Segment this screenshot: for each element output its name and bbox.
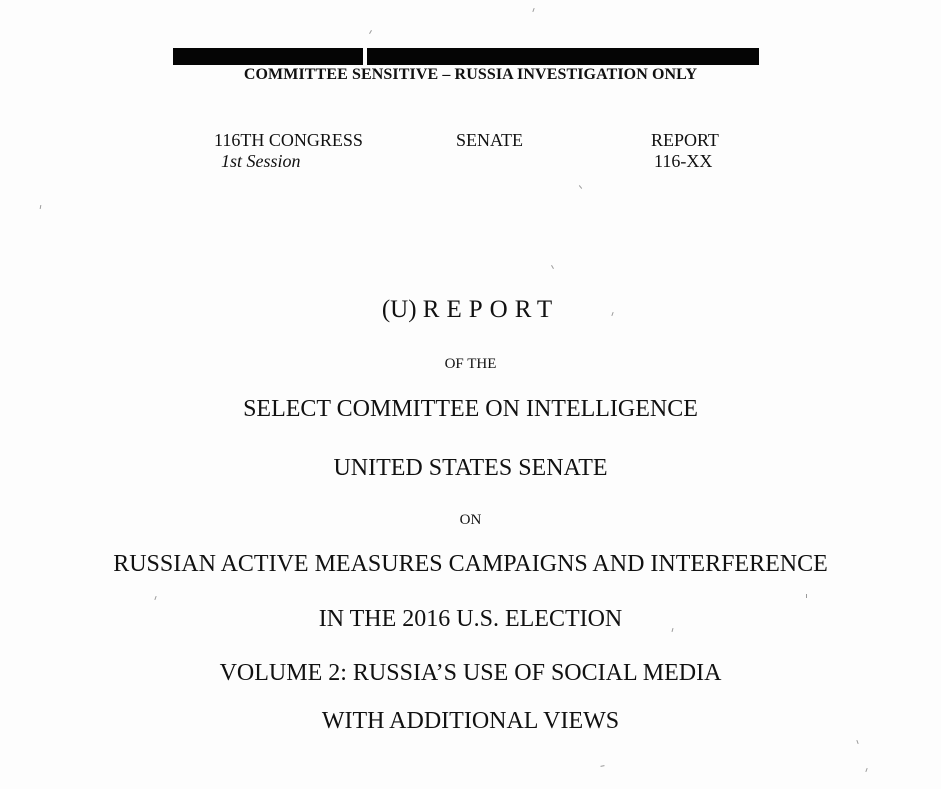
report-number-block bbox=[651, 130, 719, 172]
of-the-line: OF THE bbox=[444, 356, 497, 372]
committee-name: SELECT COMMITTEE ON INTELLIGENCE bbox=[243, 396, 698, 422]
scan-speck bbox=[532, 8, 534, 12]
additional-views-line: WITH ADDITIONAL VIEWS bbox=[321, 708, 620, 734]
scan-speck bbox=[600, 765, 604, 767]
session-label: 1st Session bbox=[221, 151, 301, 171]
senate-name: UNITED STATES SENATE bbox=[333, 455, 608, 481]
scan-speck bbox=[369, 30, 372, 34]
classification-marking: (U) bbox=[381, 296, 417, 323]
scan-speck bbox=[551, 265, 554, 269]
scan-speck bbox=[856, 740, 858, 744]
scan-speck bbox=[154, 596, 156, 600]
classification-banner: COMMITTEE SENSITIVE – RUSSIA INVESTIGATION ONLY bbox=[243, 66, 698, 83]
chamber-label: SENATE bbox=[456, 130, 523, 150]
report-title bbox=[0, 296, 941, 324]
redaction-bar-left bbox=[173, 48, 363, 65]
congress-block bbox=[214, 130, 363, 172]
scan-speck bbox=[806, 594, 807, 598]
topic-line-1: RUSSIAN ACTIVE MEASURES CAMPAIGNS AND INTERFERENCE bbox=[113, 551, 828, 577]
scan-speck bbox=[865, 768, 867, 772]
report-number: 116-XX bbox=[654, 151, 713, 171]
report-label: REPORT bbox=[651, 130, 719, 150]
on-line: ON bbox=[459, 512, 482, 528]
volume-title: VOLUME 2: RUSSIA’S USE OF SOCIAL MEDIA bbox=[219, 660, 722, 686]
redaction-bar-right bbox=[367, 48, 759, 65]
topic-line-2: IN THE 2016 U.S. ELECTION bbox=[318, 606, 623, 632]
scan-speck bbox=[579, 185, 582, 189]
congress-number: 116TH CONGRESS bbox=[214, 130, 363, 150]
report-word: REPORT bbox=[422, 296, 560, 323]
scan-speck bbox=[40, 205, 42, 209]
